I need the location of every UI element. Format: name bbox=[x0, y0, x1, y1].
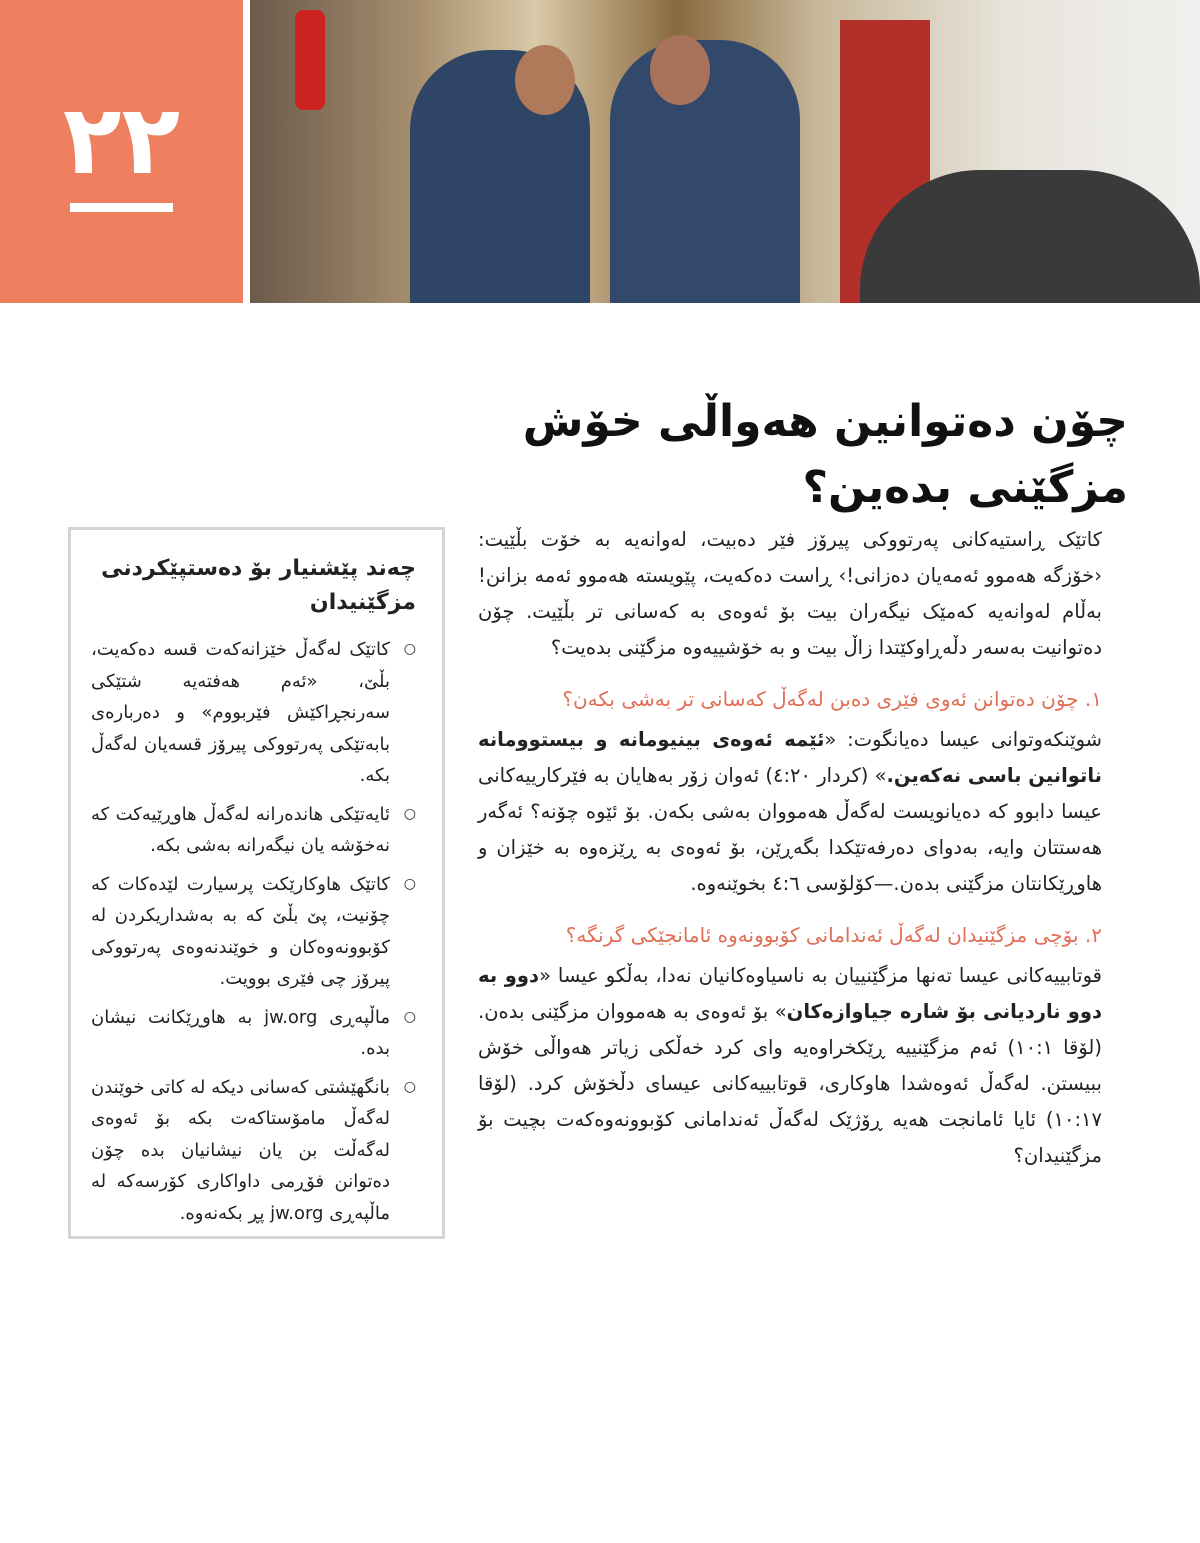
list-item bbox=[91, 869, 416, 995]
item-text: بانگهێشتی کەسانی دیکە لە کاتی خوێندن لەگەڵ مامۆستاکەت بکە بۆ ئەوەی لەگەڵت بن یان نیشانیان بدە چۆن دەتوانن فۆڕمی داواکاری کۆرسەکە لە ماڵپەڕی jw.org پڕ بکەنەوە. bbox=[91, 1076, 390, 1224]
text: » (کردار ٤:٢٠) ئەوان زۆر بەهایان بە فێرکارییەکانی عیسا دابوو کە دەیانویست لەگەڵ هەمووان بەشی بکەن. بۆ ئێوە چۆنە؟ ئەگەر هەستتان وایە، بەدوای دەرفەتێکدا بگەڕێن، بۆ ئەوەی بە ڕێزەوە بە خێزان و هاوڕێکانتان مزگێنی بدەن.—کۆلۆسی ٤:٦ بخوێنەوە. bbox=[478, 764, 1102, 895]
suggestions-list bbox=[71, 634, 442, 1229]
photo-head-younger bbox=[650, 35, 710, 105]
text: قوتابییەکانی عیسا تەنها مزگێنییان بە ناسیاوەکانیان نەدا، بەڵکو عیسا « bbox=[538, 964, 1102, 987]
lesson-number-block bbox=[0, 0, 243, 303]
section-paragraph-2 bbox=[478, 958, 1102, 1174]
list-item bbox=[91, 1072, 416, 1230]
text: » بۆ ئەوەی بە هەمووان مزگێنی بدەن. (لۆقا ١٠:١) ئەم مزگێنییە ڕێکخراوەیە وای کرد خەڵکی زیاتر هەواڵی خۆش ببیستن. لەگەڵ ئەوەشدا هاوکاری، قوتابییەکانی عیسای دڵخۆش کرد. (لۆقا ١٠:١٧) ئایا ئامانجت هەیە ڕۆژێک لەگەڵ ئەندامانی کۆبوونەوەکەت بچیت بۆ مزگێنیدان؟ bbox=[478, 1000, 1102, 1167]
hero-photo bbox=[250, 0, 1200, 303]
main-column bbox=[478, 522, 1102, 1174]
photo-fire-extinguisher bbox=[295, 10, 325, 110]
lesson-number: ٢٢ bbox=[62, 84, 181, 196]
item-text: کاتێک هاوکارێکت پرسیارت لێدەکات کە چۆنیت، پێ بڵێ کە بە بەشداریکردن لە کۆبوونەوەکان و خوێندنەوەی پەرتووکی پیرۆز چی فێری بوویت. bbox=[91, 873, 390, 989]
list-item bbox=[91, 799, 416, 862]
page-title: چۆن دەتوانین هەواڵی خۆش مزگێنی بدەین؟ bbox=[522, 396, 1128, 514]
section-heading-2: ٢. بۆچی مزگێنیدان لەگەڵ ئەندامانی کۆبوونەوە ئامانجێکی گرنگە؟ bbox=[565, 923, 1102, 947]
bullet-icon: ○ bbox=[403, 1078, 416, 1095]
text: شوێنکەوتوانی عیسا دەیانگوت: « bbox=[824, 728, 1103, 751]
bold-quote: ئێمە ئەوەی بینیومانە و بیستوومانە ناتوانین باسی نەکەین. bbox=[478, 728, 1102, 787]
photo-head-older bbox=[515, 45, 575, 115]
list-item bbox=[91, 1002, 416, 1065]
bullet-icon: ○ bbox=[403, 641, 416, 657]
intro-paragraph: کاتێک ڕاستیەکانی پەرتووکی پیرۆز فێر دەبیت، لەوانەیە بە خۆت بڵێیت: ‹خۆزگە هەموو ئەمەیان دەزانی!› ڕاست دەکەیت، پێویستە هەموو ئەمە بزانن! بەڵام لەوانەیە کەمێک نیگەران بیت بۆ ئەوەی بە کەسانی تر بڵێیت. چۆن دەتوانیت بەسەر دڵەڕاوکێتدا زاڵ بیت و بە خۆشییەوە مزگێنی بدەیت؟ bbox=[478, 528, 1102, 659]
bullet-icon: ○ bbox=[403, 1008, 416, 1025]
bullet-icon: ○ bbox=[403, 875, 416, 892]
item-text: ئایەتێکی هاندەرانە لەگەڵ هاوڕێیەکت کە نەخۆشە یان نیگەرانە بەشی بکە. bbox=[91, 803, 390, 856]
section-heading-1: ١. چۆن دەتوانن ئەوی فێری دەبن لەگەڵ کەسانی تر بەشی بکەن؟ bbox=[562, 687, 1102, 711]
bold-quote: دوو بە دوو ناردیانی بۆ شارە جیاوازەکان bbox=[478, 964, 1102, 1023]
section-paragraph-1 bbox=[478, 722, 1102, 902]
suggestions-sidebar bbox=[68, 527, 445, 1239]
item-text: ماڵپەڕی jw.org بە هاوڕێکانت نیشان بدە. bbox=[91, 1006, 390, 1059]
list-item bbox=[91, 634, 416, 792]
item-text: کاتێک لەگەڵ خێزانەکەت قسە دەکەیت، بڵێ، «ئەم هەفتەیە شتێکی سەرنجڕاکێش فێربووم» و دەربارەی بابەتێکی پەرتووکی پیرۆز قسەیان لەگەڵ بکە. bbox=[91, 639, 390, 786]
lesson-number-underline bbox=[70, 203, 173, 212]
bullet-icon: ○ bbox=[403, 805, 416, 822]
sidebar-title: چەند پێشنیار بۆ دەستپێکردنی مزگێنیدان bbox=[101, 556, 416, 615]
